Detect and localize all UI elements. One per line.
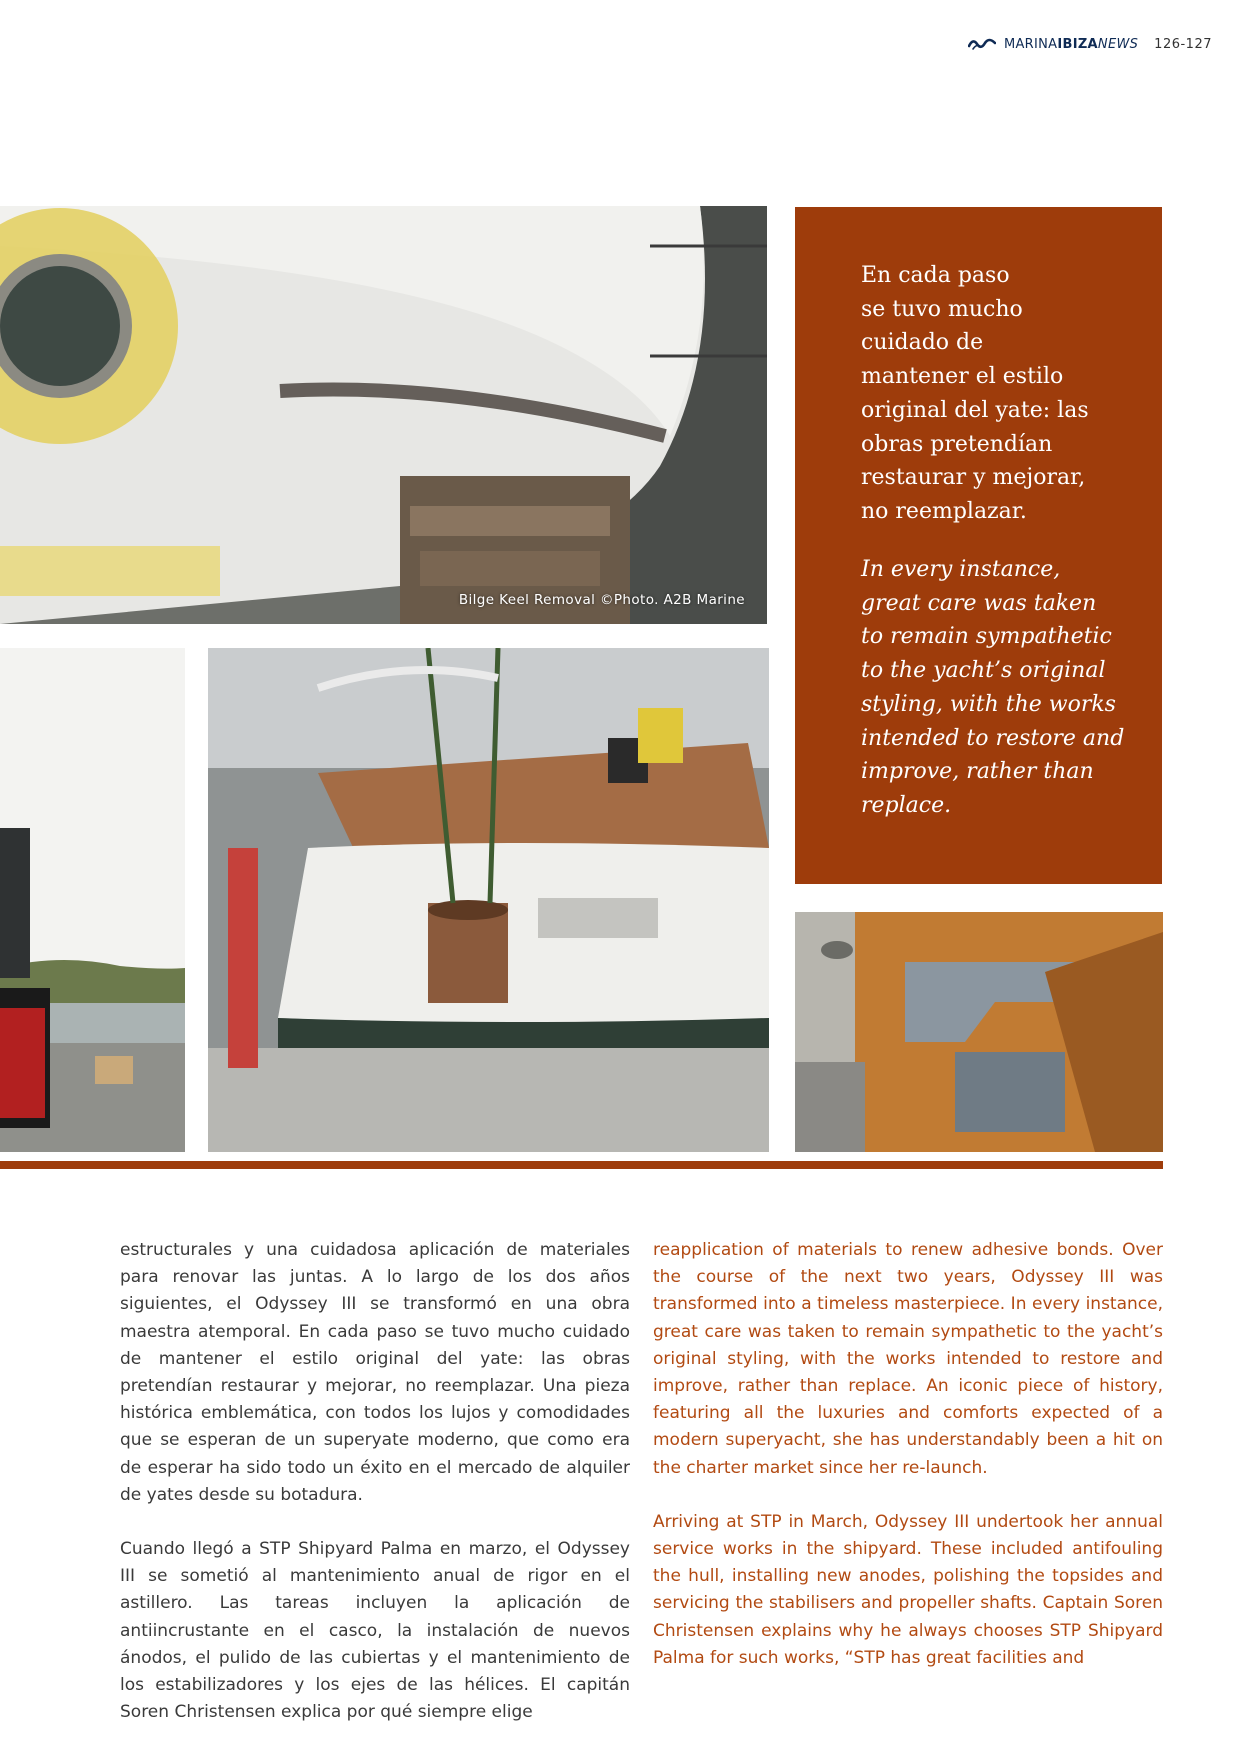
section-divider (0, 1161, 1163, 1169)
spanish-column (120, 1237, 630, 1753)
quay-crane-photo (0, 648, 185, 1152)
page-numbers: 126-127 (1154, 36, 1212, 52)
english-paragraph: reapplication of materials to renew adhesive bonds. Over the course of the next two years, Odyssey III was transformed into a timeless masterpiece. In every instance, great care was taken to remain sympathetic to the yacht’s original styling, with the works intended to restore and improve, rather than replace. An iconic piece of history, featuring all the luxuries and comforts expected of a modern superyacht, she has understandably been a hit on the charter market since her re-launch. (653, 1240, 1163, 1478)
pull-quote-box (795, 207, 1162, 884)
wave-logo-icon (968, 37, 996, 51)
spanish-paragraph: estructurales y una cuidadosa aplicación de materiales para renovar las juntas. A lo largo de los dos años siguientes, el Odyssey III se transformó en una obra maestra atemporal. En cada paso se tuvo mucho cuidado de mantener el estilo original del yate: las obras pretendían restaurar y mejorar, no reemplazar. Una pieza histórica emblemática, con todos los lujos y comodidades que se esperan de un superyate moderno, que como era de esperar ha sido todo un éxito en el mercado de alquiler de yates desde su botadura. (120, 1240, 630, 1505)
pull-quote-spanish: En cada paso se tuvo mucho cuidado de mantener el estilo original del yate: las obras pretendían restaurar y mejorar, no reemplazar. (861, 263, 1089, 524)
page-header (968, 34, 1212, 54)
yacht-deck-photo (208, 648, 769, 1152)
photo-caption: Bilge Keel Removal ©Photo. A2B Marine (458, 592, 745, 608)
spanish-paragraph: Cuando llegó a STP Shipyard Palma en marzo, el Odyssey III se sometió al mantenimiento anual de rigor en el astillero. Las tareas incluyen la aplicación de antiincrustante en el casco, la instalación de nuevos ánodos, el pulido de las cubiertas y el mantenimiento de los estabilizadores y los ejes de las hélices. El capitán Soren Christensen explica por qué siempre elige (120, 1539, 630, 1723)
english-column (653, 1237, 1163, 1699)
bilge-keel-photo (0, 206, 767, 624)
magazine-name: MARINAIBIZANEWS (1003, 36, 1139, 52)
pull-quote-english: In every instance, great care was taken to remain sympathetic to the yacht’s original styling, with the works intended to restore and improve, rather than replace. (861, 557, 1125, 818)
welded-plates-photo (795, 912, 1163, 1152)
english-paragraph: Arriving at STP in March, Odyssey III undertook her annual service works in the shipyard. These included antifouling the hull, installing new anodes, polishing the topsides and servicing the stabilisers and propeller shafts. Captain Soren Christensen explains why he always chooses STP Shipyard Palma for such works, “STP has great facilities and (653, 1511, 1163, 1668)
